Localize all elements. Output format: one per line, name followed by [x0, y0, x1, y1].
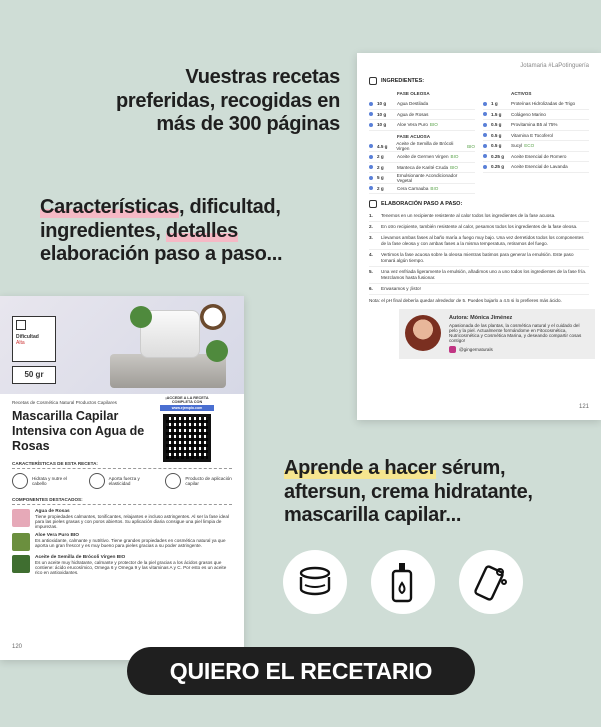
ingredients-section-title: INGREDIENTES:: [369, 77, 589, 85]
qr-url: www.ejemplo.com: [160, 405, 214, 411]
bio-tag: BIO: [467, 143, 475, 149]
ingredient-qty: 10 g: [377, 111, 387, 117]
ingredient-group-header: ACTIVOS: [511, 91, 532, 96]
ingredient-name: Aloe Vera Puro: [397, 122, 428, 128]
broccoli-image: [130, 306, 152, 328]
ingredient-qty: 10 g: [377, 122, 387, 128]
component-image: [12, 533, 30, 551]
ingredient-row: [483, 152, 589, 163]
step-number: 2.: [369, 223, 373, 229]
step-number: 3.: [369, 234, 373, 240]
ingredient-name: Colágeno Marino: [511, 111, 546, 117]
ingredient-row: [483, 162, 589, 173]
step-text: Una vez enfriada ligeramente la emulsión, añadimos uno a uno todos los ingredientes de la fase fría. Mezclamos hasta fusionar.: [381, 268, 587, 280]
ingredient-name: Aceite Esencial de Lavanda: [511, 164, 568, 170]
headline-features: [40, 196, 305, 267]
headline-features-end: elaboración paso a paso...: [40, 243, 283, 266]
ingredient-name: Agua Destilada: [397, 101, 429, 107]
product-icons: [283, 550, 523, 614]
step-number: 4.: [369, 251, 373, 257]
component-name: Aloe Vera Puro BIO: [35, 533, 79, 539]
ph-note: Nota: el pH final debería quedar alrededor de 5. Puedes bajarlo a 4.5 si lo prefieres más ácido.: [369, 297, 562, 303]
ingredient-row: [369, 120, 475, 131]
ingredient-name: Aceite de Semilla de Brócoli Virgen: [396, 141, 454, 152]
difficulty-box: Dificultad Alta: [12, 316, 56, 362]
component-desc: Tiene propiedades calmantes, tonificantes, relajantes e incluso astringentes. Al ser la fase ideal para las pieles grasas y con poros abiertos. Su aplicación diaria consigue una piel limpia de impurezas.: [35, 514, 229, 530]
bio-tag: BIO: [429, 122, 438, 128]
headline-learn-end: sérum, aftersun, crema hidratante, mascarilla capilar...: [284, 457, 533, 527]
ingredient-row: [483, 99, 589, 110]
ingredient-qty: 5 g: [377, 175, 384, 181]
ingredient-qty: 1.5 g: [491, 111, 502, 117]
step-number: 6.: [369, 285, 373, 291]
characteristic-icon: [12, 473, 28, 489]
bullet-icon: [369, 165, 373, 169]
characteristic-item: [89, 473, 156, 489]
ingredient-group-header: FASE OLEOSA: [397, 91, 430, 96]
step-item: [369, 233, 589, 250]
ingredient-qty: 0.5 g: [491, 122, 502, 128]
bullet-icon: [369, 176, 373, 180]
characteristic-item: [12, 473, 79, 489]
bullet-icon: [483, 102, 487, 106]
characteristic-text: Aporta fuerza y elasticidad: [108, 476, 140, 487]
component-item: [12, 533, 232, 551]
bullet-icon: [369, 186, 373, 190]
ingredient-name: Sucyl: [511, 143, 523, 149]
ingredient-name: Cera Carnauba: [397, 185, 429, 191]
qr-block[interactable]: [160, 396, 214, 465]
component-item: [12, 555, 232, 575]
component-name: Agua de Rosas: [35, 509, 70, 515]
step-item: [369, 250, 589, 267]
characteristic-text: Hidrata y nutre el cabello: [32, 476, 67, 487]
ingredient-name: Aceite Esencial de Romero: [511, 153, 567, 159]
component-item: [12, 509, 232, 529]
step-number: 1.: [369, 213, 373, 218]
ingredient-name: Emulsionante Acondicionador Vegetal: [396, 172, 458, 183]
bullet-icon: [483, 144, 487, 148]
steps-list: [369, 211, 589, 295]
component-image: [12, 509, 30, 527]
weight-box: 50 gr: [12, 366, 56, 384]
bullet-icon: [369, 123, 373, 127]
ingredient-name: Manteca de Karité Cruda: [397, 164, 449, 170]
ingredient-name: Aceite de Germen Virgen: [397, 154, 449, 160]
characteristics-title: CARACTERÍSTICAS DE ESTA RECETA:: [12, 461, 232, 469]
ingredient-row: [369, 152, 475, 163]
ingredient-name: Proteínas Hidrolizadas de Trigo: [511, 101, 576, 107]
author-bio: Apasionada de las plantas, la cosmética natural y el cuidado del pelo y la piel. Actualmente formándome en Fitocosmética, Nutricosmética y Cosmética Marina, y deseando compartir cosas contigo!: [449, 322, 582, 343]
highlight-caracteristicas: Características: [40, 196, 179, 218]
bullet-icon: [483, 154, 487, 158]
ingredient-row: [483, 120, 589, 131]
difficulty-value: Alta: [16, 340, 25, 346]
page-number-right: 121: [578, 404, 589, 410]
step-text: Tenemos en un recipiente resistente al calor todos los ingredientes de la fase acuosa.: [381, 213, 556, 218]
step-item: [369, 222, 589, 233]
cream-jar-icon: [283, 550, 347, 614]
headline-pages: Vuestras recetas preferidas, recogidas en más de 300 páginas: [115, 66, 340, 136]
list-icon: [369, 77, 377, 85]
bio-tag: BIO: [430, 185, 439, 191]
ingredient-qty: 1 g: [491, 101, 498, 107]
ingredient-qty: 2 g: [377, 185, 384, 191]
qr-label: ¡ACCEDE A LA RECETA COMPLETA CON: [165, 396, 209, 404]
ingredient-name: Provitamina B5 al 75%: [511, 122, 558, 128]
highlight-aprende: Aprende a hacer: [284, 457, 437, 479]
ingredient-qty: 0.5 g: [491, 132, 502, 138]
hair-mask-tube-icon: [459, 550, 523, 614]
ingredient-qty: 0.5 g: [491, 143, 502, 149]
bullet-icon: [483, 112, 487, 116]
coconut-image: [200, 304, 226, 330]
ingredient-row: [369, 142, 475, 153]
bio-tag: ECO: [524, 143, 535, 149]
characteristic-text: Producto de aplicación capilar: [185, 476, 232, 487]
ingredient-qty: 4.5 g: [377, 143, 388, 149]
bullet-icon: [369, 155, 373, 159]
step-text: En otro recipiente, también resistente al calor, pesamos todos los ingredientes de la fase oleosa.: [381, 223, 578, 229]
ingredient-row: [369, 99, 475, 110]
qr-code: [163, 414, 211, 462]
author-card: [399, 309, 595, 359]
ingredient-qty: 10 g: [377, 101, 387, 107]
ingredient-row: [483, 110, 589, 121]
component-desc: Es un aceite muy hidratante, calmante y protector de la piel gracias a los ácidos grasos que contiene: ácido erucosímico, Omega 6 y Omega 9 y las vitaminas A y C. Por esto es un aceite rico en antioxidantes.: [35, 560, 227, 576]
instagram-link[interactable]: @gingernaturals: [449, 346, 589, 353]
ingredient-row: [483, 131, 589, 142]
bio-tag: BIO: [450, 164, 458, 170]
component-desc: Es antioxidante, calmante y nutritivo. Tiene grandes propiedades en cosmética natural ya que aporta un gran frescor y es muy bueno para pieles gracias a su poder astringente.: [35, 538, 226, 549]
brand-tag: Jotamaria #LaPotinguería: [520, 63, 589, 69]
ingredient-name: Vitamina E Tocoferol: [511, 132, 553, 138]
characteristics-list: [12, 473, 232, 489]
recipe-page-right: [357, 53, 601, 420]
serum-bottle-icon: [371, 550, 435, 614]
bullet-icon: [483, 165, 487, 169]
headline-features-mid: , dificultad, ingredientes,: [40, 196, 281, 242]
avatar: [405, 315, 441, 351]
step-item: [369, 267, 589, 284]
recipe-category: Recetas de Cosmética Natural Productos Capilares: [12, 400, 117, 405]
component-name: Aceite de Semilla de Brócoli Virgen BIO: [35, 555, 126, 561]
characteristic-item: [165, 473, 232, 489]
ingredients-col-1: [369, 88, 475, 194]
bio-tag: BIO: [450, 154, 459, 160]
components-title: COMPONENTES DESTACADOS:: [12, 497, 232, 505]
steps-icon: [369, 200, 377, 208]
step-text: Envasamos y ¡listo!: [381, 285, 421, 291]
ingredients-table: [369, 88, 589, 194]
step-item: [369, 211, 589, 222]
bullet-icon: [369, 112, 373, 116]
step-item: [369, 284, 589, 295]
component-image: [12, 555, 30, 573]
ingredient-row: [369, 163, 475, 174]
ingredient-row: [369, 184, 475, 195]
components-list: [12, 509, 232, 575]
steps-section-title: ELABORACIÓN PASO A PASO:: [369, 200, 589, 208]
product-photo: [0, 296, 244, 394]
characteristic-icon: [165, 473, 181, 489]
broccoli-image: [206, 340, 228, 362]
get-recipe-book-button[interactable]: QUIERO EL RECETARIO: [127, 647, 475, 695]
difficulty-icon: [16, 320, 26, 330]
ingredient-qty: 0.25 g: [491, 164, 505, 170]
ingredient-qty: 2 g: [377, 164, 384, 170]
ingredient-row: [369, 173, 475, 184]
bullet-icon: [369, 102, 373, 106]
step-text: Vertimos la fase acuosa sobre la oleosa mientras batimos para generar la emulsión. Este paso tomará algún tiempo.: [381, 251, 574, 263]
recipe-title: Mascarilla Capilar Intensiva con Agua de Rosas: [12, 409, 145, 453]
step-number: 5.: [369, 268, 373, 274]
recipe-page-left: [0, 296, 244, 660]
headline-learn: [284, 457, 584, 528]
ingredients-col-2: [483, 88, 589, 194]
author-name: Autora: Mónica Jiménez: [449, 314, 513, 321]
bullet-icon: [483, 123, 487, 127]
ingredient-row: [483, 141, 589, 152]
page-number-left: 120: [12, 644, 23, 650]
ingredient-name: Agua de Rosas: [397, 111, 429, 117]
ingredient-row: [369, 110, 475, 121]
bullet-icon: [483, 133, 487, 137]
step-text: Llevamos ambas fases al baño maría a fuego muy bajo. Una vez derretidos todos los componentes de la fase oleosa y con ambas fases a la misma temperatura, retiramos del fuego.: [381, 234, 584, 246]
bullet-icon: [369, 144, 373, 148]
ingredient-group-header: FASE ACUOSA: [397, 133, 431, 139]
highlight-detalles: detalles: [165, 219, 238, 242]
ingredient-qty: 0.25 g: [491, 153, 505, 159]
ingredient-qty: 2 g: [377, 154, 384, 160]
instagram-icon: [449, 346, 456, 353]
characteristic-icon: [89, 473, 105, 489]
